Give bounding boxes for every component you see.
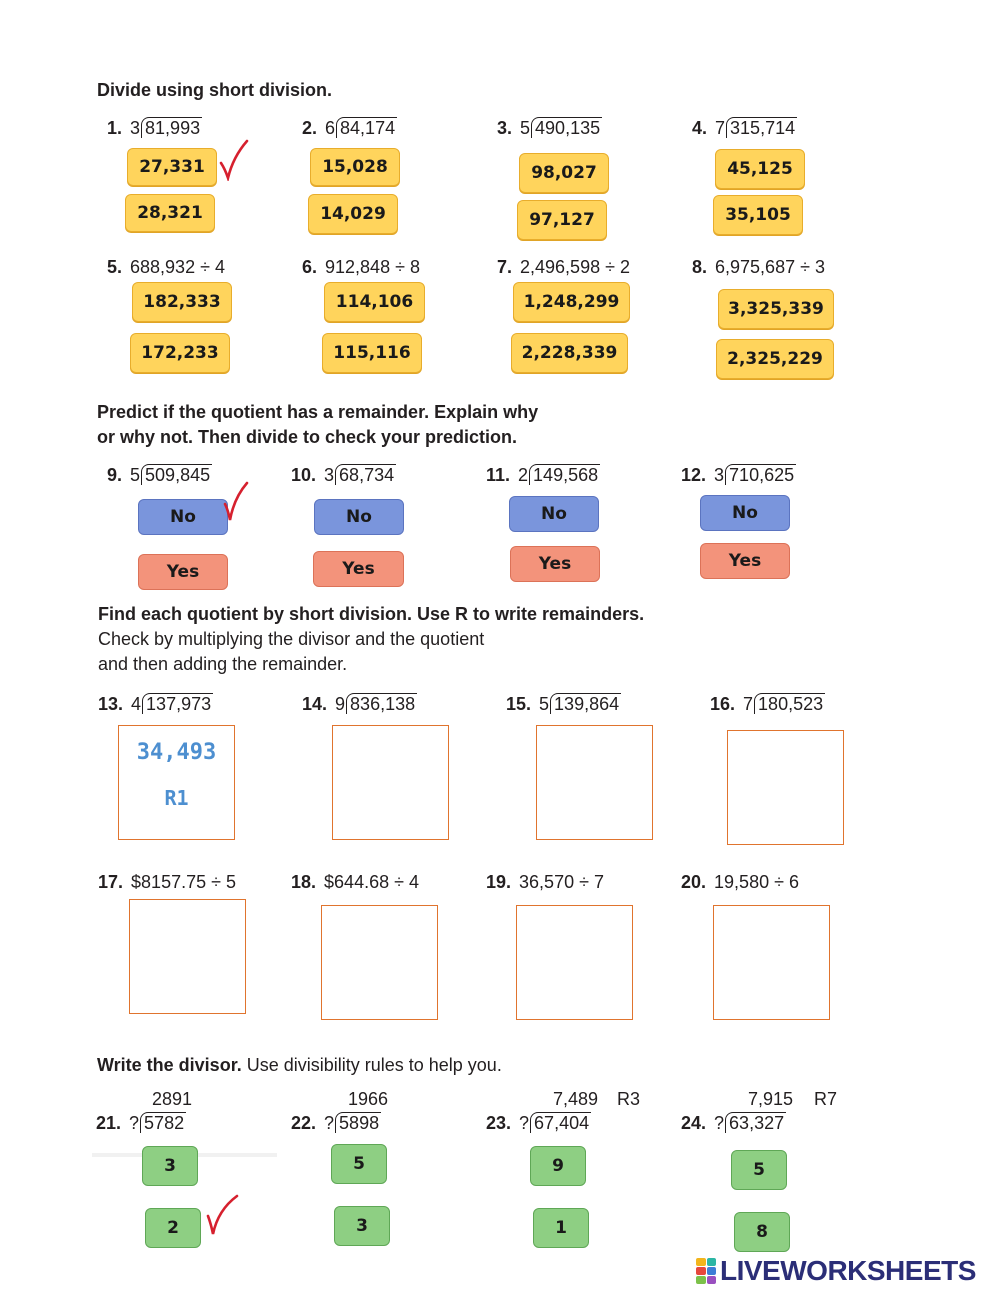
problem-7: 7. 2,496,598 ÷ 2	[497, 257, 630, 277]
no-button-11[interactable]: No	[509, 496, 599, 532]
checkmark-icon	[222, 480, 250, 524]
yes-button-9[interactable]: Yes	[138, 554, 228, 590]
answer-choice-5a[interactable]: 182,333	[132, 282, 232, 322]
problem-18: 18. $644.68 ÷ 4	[291, 872, 419, 892]
answer-choice-6a[interactable]: 114,106	[324, 282, 425, 322]
problem-9: 9. 5 509,845	[107, 465, 211, 485]
problem-16: 16. 7 180,523	[710, 694, 824, 714]
answer-choice-4b[interactable]: 35,105	[713, 195, 803, 235]
answer-box-20[interactable]	[713, 905, 830, 1020]
divisor-choice-21b[interactable]: 2	[145, 1208, 201, 1248]
checkmark-icon	[218, 137, 250, 181]
problem-23: 23. ? 67,404	[486, 1113, 590, 1133]
answer-choice-7a[interactable]: 1,248,299	[513, 282, 630, 322]
divisor-choice-23a[interactable]: 9	[530, 1146, 586, 1186]
answer-choice-8b[interactable]: 2,325,229	[716, 339, 834, 379]
yes-button-10[interactable]: Yes	[313, 551, 404, 587]
section3-line3: and then adding the remainder.	[98, 654, 348, 674]
logo-mark-icon	[696, 1258, 716, 1284]
problem-17: 17. $8157.75 ÷ 5	[98, 872, 236, 892]
answer-box-17[interactable]	[129, 899, 246, 1014]
divisor-choice-22b[interactable]: 3	[334, 1206, 390, 1246]
answer-choice-7b[interactable]: 2,228,339	[511, 333, 628, 373]
answer-choice-5b[interactable]: 172,233	[130, 333, 230, 373]
problem-20: 20. 19,580 ÷ 6	[681, 872, 799, 892]
no-button-12[interactable]: No	[700, 495, 790, 531]
no-button-10[interactable]: No	[314, 499, 404, 535]
remainder-24: R7	[814, 1089, 838, 1109]
problem-12: 12. 3 710,625	[681, 465, 795, 485]
problem-6: 6. 912,848 ÷ 8	[302, 257, 420, 277]
answer-choice-8a[interactable]: 3,325,339	[718, 289, 834, 329]
divisor-choice-21a[interactable]: 3	[142, 1146, 198, 1186]
problem-10: 10. 3 68,734	[291, 465, 395, 485]
quotient-22: 1966	[348, 1089, 389, 1109]
problem-24: 24. ? 63,327	[681, 1113, 785, 1133]
answer-text-13-quotient: 34,493	[136, 740, 217, 765]
quotient-23: 7,489	[553, 1089, 599, 1109]
divisor-choice-23b[interactable]: 1	[533, 1208, 589, 1248]
problem-5: 5. 688,932 ÷ 4	[107, 257, 225, 277]
divisor-choice-24b[interactable]: 8	[734, 1212, 790, 1252]
section2-heading: Predict if the quotient has a remainder. Explain why or why not. Then divide to check your prediction.	[97, 402, 539, 447]
answer-choice-6b[interactable]: 115,116	[322, 333, 422, 373]
problem-1: 1. 3 81,993	[107, 118, 201, 138]
quotient-24: 7,915	[748, 1089, 794, 1109]
problem-4: 4. 7 315,714	[692, 118, 796, 138]
problem-11: 11. 2 149,568	[486, 465, 599, 485]
problem-14: 14. 9 836,138	[302, 694, 416, 714]
answer-choice-2b[interactable]: 14,029	[308, 194, 398, 234]
remainder-23: R3	[617, 1089, 641, 1109]
no-button-9[interactable]: No	[138, 499, 228, 535]
section3-heading: Find each quotient by short division. Use R to write remainders.	[98, 604, 645, 624]
problem-3: 3. 5 490,135	[497, 118, 601, 138]
answer-choice-1b[interactable]: 28,321	[125, 194, 215, 232]
answer-box-16[interactable]	[727, 730, 844, 845]
yes-button-12[interactable]: Yes	[700, 543, 790, 579]
problem-15: 15. 5 139,864	[506, 694, 620, 714]
problem-21: 21. ? 5782	[96, 1113, 185, 1133]
section3-line2: Check by multiplying the divisor and the quotient	[98, 629, 485, 649]
checkmark-icon	[204, 1192, 240, 1238]
problem-2: 2. 6 84,174	[302, 118, 396, 138]
answer-text-13-remainder: R1	[164, 786, 189, 810]
answer-choice-1a[interactable]: 27,331	[127, 148, 217, 186]
section1-heading: Divide using short division.	[97, 80, 333, 100]
problem-13: 13. 4 137,973	[98, 694, 212, 714]
answer-choice-3b[interactable]: 97,127	[517, 200, 607, 240]
answer-box-15[interactable]	[536, 725, 653, 840]
answer-choice-4a[interactable]: 45,125	[715, 149, 805, 189]
answer-choice-3a[interactable]: 98,027	[519, 153, 609, 193]
section4-heading: Write the divisor. Use divisibility rules to help you.	[97, 1055, 502, 1075]
yes-button-11[interactable]: Yes	[510, 546, 600, 582]
answer-box-19[interactable]	[516, 905, 633, 1020]
answer-box-13[interactable]	[118, 725, 235, 840]
answer-choice-2a[interactable]: 15,028	[310, 148, 400, 186]
answer-box-18[interactable]	[321, 905, 438, 1020]
quotient-21: 2891	[152, 1089, 193, 1109]
problem-19: 19. 36,570 ÷ 7	[486, 872, 604, 892]
problem-22: 22. ? 5898	[291, 1113, 380, 1133]
problem-8: 8. 6,975,687 ÷ 3	[692, 257, 825, 277]
divisor-choice-22a[interactable]: 5	[331, 1144, 387, 1184]
liveworksheets-logo: LIVEWORKSHEETS	[696, 1256, 976, 1286]
answer-box-14[interactable]	[332, 725, 449, 840]
divisor-choice-24a[interactable]: 5	[731, 1150, 787, 1190]
